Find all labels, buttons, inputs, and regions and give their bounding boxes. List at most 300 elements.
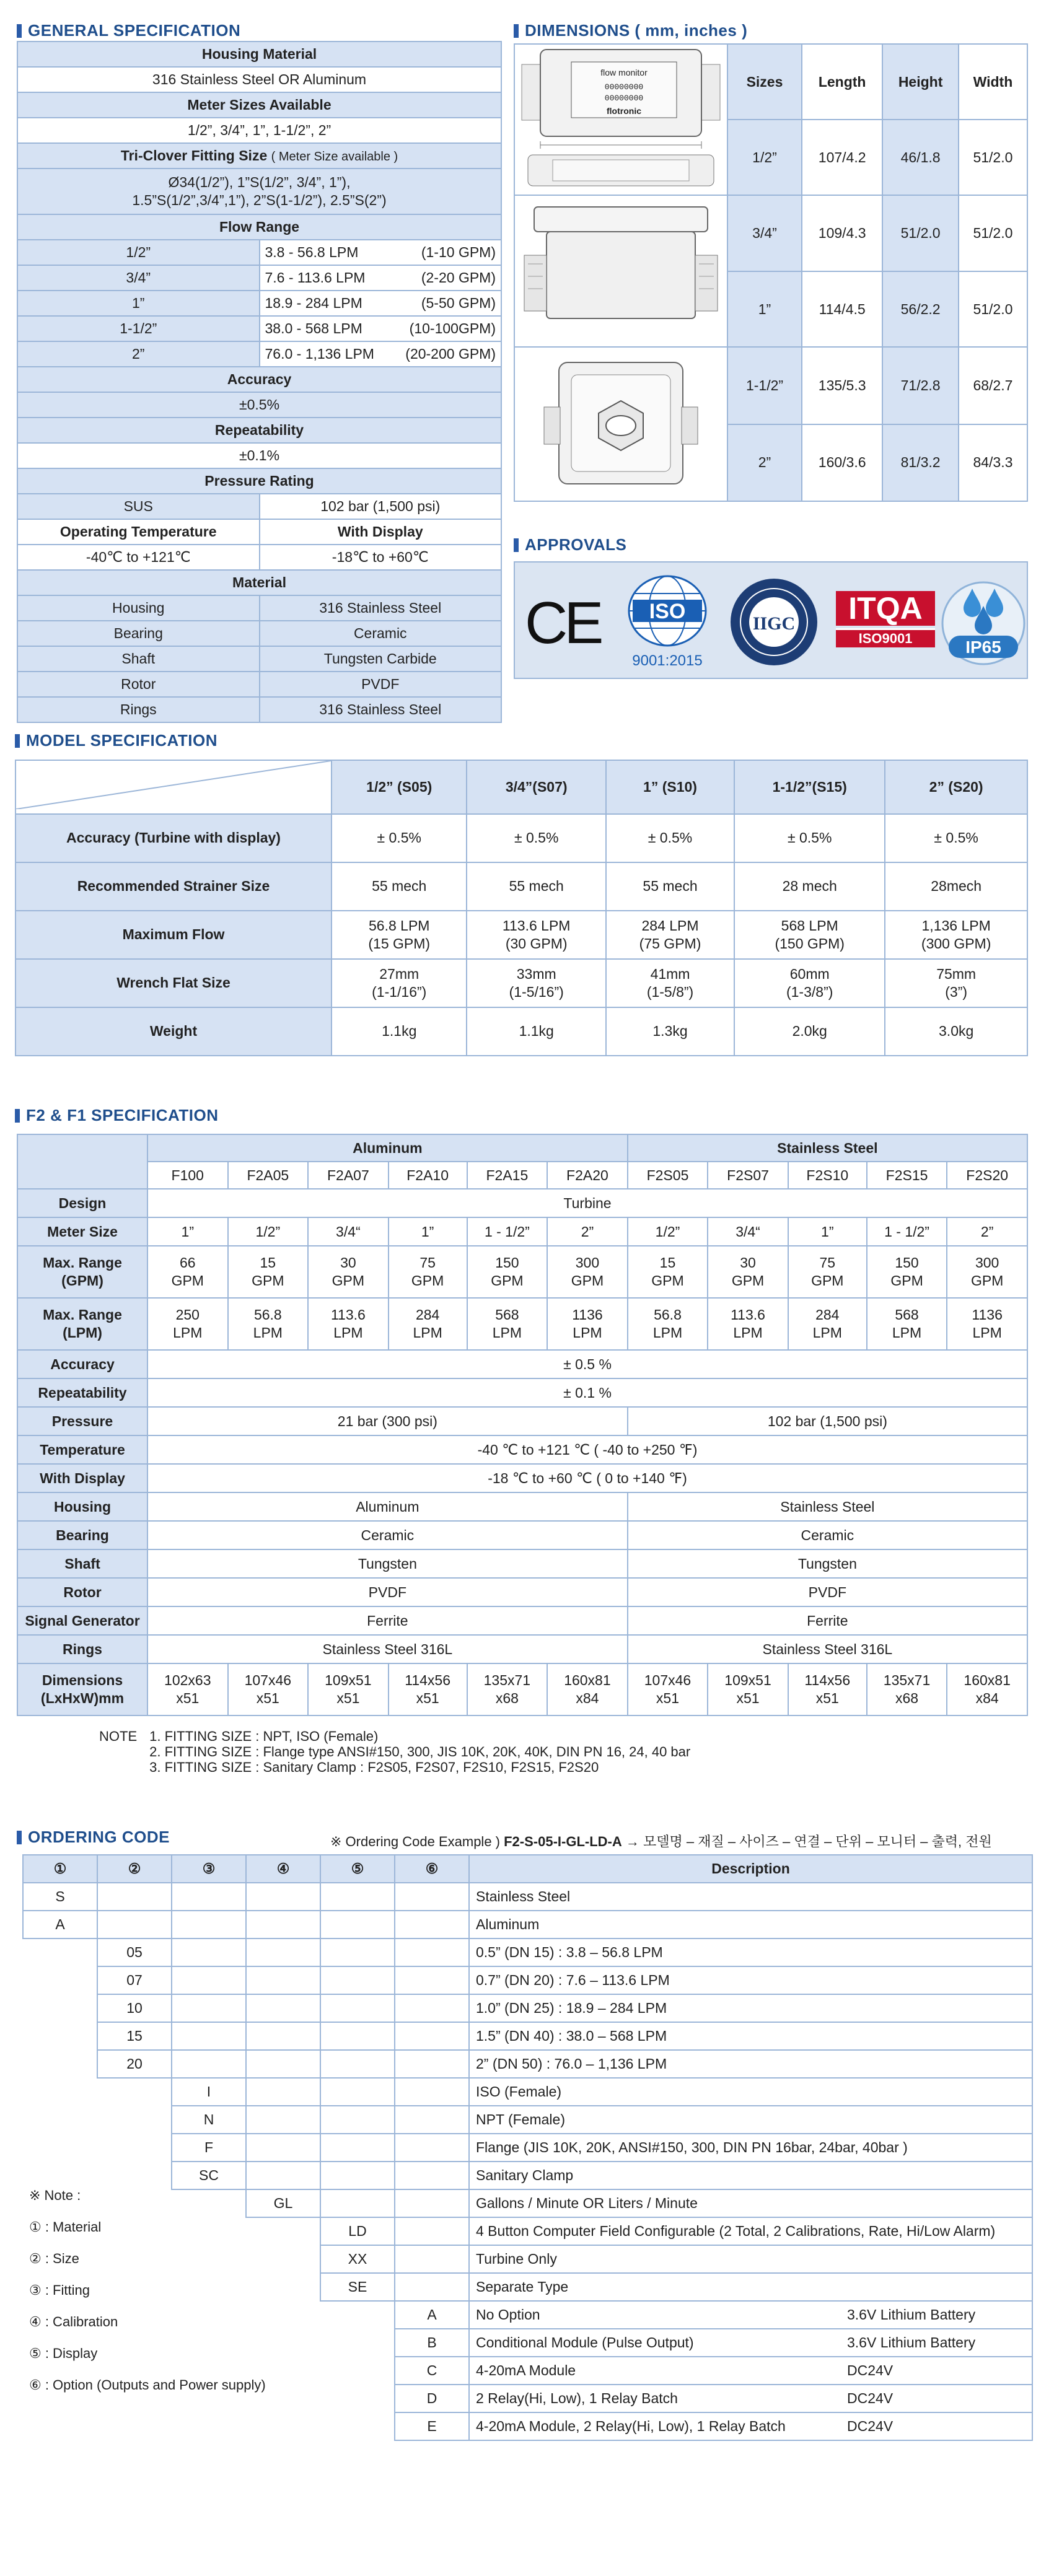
ordering-example-code: F2-S-05-I-GL-LD-A <box>504 1834 622 1849</box>
empty-cell <box>395 2022 469 2050</box>
material-row <box>17 646 501 672</box>
model-cell: 27mm (1-1/16”) <box>332 959 467 1007</box>
dim-head-length: Length <box>802 44 882 120</box>
empty-cell <box>395 1911 469 1939</box>
model-row-label: Maximum Flow <box>15 911 332 959</box>
meter-size: 1/2” <box>628 1217 708 1246</box>
ordering-row <box>23 2106 1032 2134</box>
ordering-code: 20 <box>97 2050 172 2078</box>
note-line: 3. FITTING SIZE : Sanitary Clamp : F2S05, F2S07, F2S10, F2S15, F2S20 <box>149 1759 599 1775</box>
empty-cell <box>320 1994 395 2022</box>
model-code: F2A07 <box>308 1162 389 1189</box>
model-cell: 56.8 LPM (15 GPM) <box>332 911 467 959</box>
accuracy-value: ± 0.5 % <box>147 1350 1027 1378</box>
empty-cell <box>320 2301 395 2329</box>
ordering-desc: 0.5” (DN 15) : 3.8 – 56.8 LPM <box>469 1939 1032 1966</box>
empty-cell <box>172 2022 246 2050</box>
ordering-code-title <box>17 1828 170 1847</box>
model-cell: 1.1kg <box>467 1007 605 1056</box>
empty-cell <box>246 2134 320 2162</box>
flow-range-row <box>17 291 501 316</box>
max-range-lpm-label: Max. Range (LPM) <box>17 1298 147 1350</box>
material-value: PVDF <box>260 672 502 697</box>
model-cell: 55 mech <box>332 862 467 911</box>
model-code: F2A15 <box>467 1162 548 1189</box>
empty-cell <box>320 2050 395 2078</box>
empty-cell <box>246 2022 320 2050</box>
empty-cell <box>395 1994 469 2022</box>
dim-size: 3/4” <box>727 195 802 271</box>
empty-cell <box>246 1911 320 1939</box>
gpm-value: 150 GPM <box>867 1246 947 1298</box>
empty-cell <box>320 2329 395 2357</box>
material-part: Rotor <box>17 672 260 697</box>
rotor-stainless: PVDF <box>628 1578 1027 1606</box>
dim-length: 160/3.6 <box>802 424 882 501</box>
f2-corner <box>17 1134 147 1189</box>
model-cell: 284 LPM (75 GPM) <box>606 911 734 959</box>
triclover-header <box>17 143 501 169</box>
ordering-row <box>23 2022 1032 2050</box>
model-cell: ± 0.5% <box>734 814 885 862</box>
ordering-notes <box>29 2180 266 2401</box>
model-cell: ± 0.5% <box>467 814 605 862</box>
empty-cell <box>23 1966 97 1994</box>
dim-width: 51/2.0 <box>959 120 1027 195</box>
lpm-value: 56.8 LPM <box>628 1298 708 1350</box>
img-number-2: 00000000 <box>604 93 644 103</box>
flow-monitor-side-image <box>516 196 726 342</box>
model-row <box>15 862 1027 911</box>
empty-cell <box>320 2385 395 2412</box>
flow-range-row <box>17 240 501 265</box>
approvals-panel <box>514 561 1028 679</box>
meter-size: 3/4“ <box>308 1217 389 1246</box>
empty-cell <box>23 2022 97 2050</box>
igc-seal-icon <box>728 576 820 668</box>
model-cell: 55 mech <box>606 862 734 911</box>
note-line: 1. FITTING SIZE : NPT, ISO (Female) <box>149 1728 379 1744</box>
empty-cell <box>172 2412 246 2440</box>
model-spec-title <box>15 731 217 750</box>
dimension-value: 114x56 x51 <box>788 1663 867 1715</box>
ordering-example <box>330 1831 992 1851</box>
gpm-value: 150 GPM <box>467 1246 548 1298</box>
ordering-desc: 2 Relay(Hi, Low), 1 Relay Batch <box>469 2385 841 2412</box>
ordering-desc: 4-20mA Module, 2 Relay(Hi, Low), 1 Relay Batch <box>469 2412 841 2440</box>
model-row-label: Recommended Strainer Size <box>15 862 332 911</box>
ordering-desc: Turbine Only <box>469 2245 1032 2273</box>
ordering-desc: 0.7” (DN 20) : 7.6 – 113.6 LPM <box>469 1966 1032 1994</box>
dimension-value: 107x46 x51 <box>228 1663 309 1715</box>
empty-cell <box>23 1939 97 1966</box>
dim-height: 51/2.0 <box>882 195 959 271</box>
empty-cell <box>246 2050 320 2078</box>
empty-cell <box>395 2106 469 2134</box>
flow-gpm: (1-10 GPM) <box>391 240 501 265</box>
model-cell: 2.0kg <box>734 1007 885 1056</box>
material-value: Tungsten Carbide <box>260 646 502 672</box>
aluminum-header: Aluminum <box>147 1134 628 1162</box>
dim-length: 114/4.5 <box>802 271 882 346</box>
lpm-value: 113.6 LPM <box>308 1298 389 1350</box>
ordering-example-prefix: ※ Ordering Code Example ) <box>330 1834 504 1849</box>
material-part: Housing <box>17 595 260 621</box>
img-label-flotronic: flotronic <box>607 105 641 116</box>
dim-width: 84/3.3 <box>959 424 1027 501</box>
operating-temp-header: Operating Temperature <box>17 519 260 545</box>
gpm-value: 30 GPM <box>308 1246 389 1298</box>
lpm-value: 1136 LPM <box>947 1298 1027 1350</box>
empty-cell <box>172 2050 246 2078</box>
ip65-water-drop-icon <box>940 575 1027 668</box>
triclover-line-1: Ø34(1/2”), 1”S(1/2”, 3/4”, 1”), <box>168 174 351 191</box>
empty-cell <box>395 1939 469 1966</box>
flow-lpm: 38.0 - 568 LPM <box>260 316 391 341</box>
with-display-header: With Display <box>260 519 502 545</box>
model-code: F2A10 <box>389 1162 467 1189</box>
dim-head-width: Width <box>959 44 1027 120</box>
model-cell: 568 LPM (150 GPM) <box>734 911 885 959</box>
empty-cell <box>172 1966 246 1994</box>
ip65-logo <box>940 575 1027 672</box>
flow-size: 1/2” <box>17 240 260 265</box>
empty-cell <box>395 1883 469 1911</box>
igc-logo <box>728 576 820 672</box>
model-head: 1/2” (S05) <box>332 760 467 814</box>
bearing-aluminum: Ceramic <box>147 1521 628 1549</box>
design-label: Design <box>17 1189 147 1217</box>
model-spec-title-text: MODEL SPECIFICATION <box>26 731 217 750</box>
lpm-value: 568 LPM <box>867 1298 947 1350</box>
general-spec-title-text: GENERAL SPECIFICATION <box>28 21 241 40</box>
igc-text: IIGC <box>752 613 796 634</box>
ordering-desc: 4-20mA Module <box>469 2357 841 2385</box>
f2-notes <box>99 1728 690 1775</box>
img-number-1: 00000000 <box>604 82 644 92</box>
dim-image-cell-2 <box>514 195 727 347</box>
note-item: ③ : Fitting <box>29 2282 90 2298</box>
empty-cell <box>97 2078 172 2106</box>
empty-cell <box>97 2134 172 2162</box>
model-code: F100 <box>147 1162 228 1189</box>
ip65-text: IP65 <box>965 637 1001 657</box>
ordering-desc: Conditional Module (Pulse Output) <box>469 2329 841 2357</box>
note-item: ② : Size <box>29 2251 79 2266</box>
material-value: 316 Stainless Steel <box>260 595 502 621</box>
empty-cell <box>172 1939 246 1966</box>
ordering-code: SE <box>320 2273 395 2301</box>
flow-range-row <box>17 316 501 341</box>
housing-material-header: Housing Material <box>17 42 501 67</box>
triclover-line-2: 1.5”S(1/2”,3/4”,1”), 2”S(1-1/2”), 2.5”S(2”) <box>132 192 387 208</box>
accuracy-header: Accuracy <box>17 367 501 392</box>
img-label-flow-monitor: flow monitor <box>600 67 648 77</box>
dimensions-label: Dimensions (LxHxW)mm <box>17 1663 147 1715</box>
dim-size: 1” <box>727 271 802 346</box>
material-part: Bearing <box>17 621 260 646</box>
ordering-desc: Aluminum <box>469 1911 1032 1939</box>
with-display-value: -18℃ to +60℃ <box>260 545 502 570</box>
f2-spec-title <box>15 1106 219 1125</box>
section-marker <box>514 24 519 38</box>
lpm-value: 113.6 LPM <box>708 1298 788 1350</box>
model-code: F2A05 <box>228 1162 309 1189</box>
empty-cell <box>97 2106 172 2134</box>
ordering-code-title-text: ORDERING CODE <box>28 1828 170 1846</box>
ordering-code: N <box>172 2106 246 2134</box>
empty-cell <box>395 2217 469 2245</box>
flow-gpm: (20-200 GPM) <box>391 341 501 367</box>
ce-logo: CE <box>525 590 600 656</box>
ordering-code: 15 <box>97 2022 172 2050</box>
empty-cell <box>320 2357 395 2385</box>
pressure-value: 102 bar (1,500 psi) <box>260 494 502 519</box>
ordering-code: B <box>395 2329 469 2357</box>
shaft-aluminum: Tungsten <box>147 1549 628 1578</box>
dim-height: 71/2.8 <box>882 347 959 424</box>
iso-logo <box>624 574 711 667</box>
model-row-label: Wrench Flat Size <box>15 959 332 1007</box>
ordering-desc: 2” (DN 50) : 76.0 – 1,136 LPM <box>469 2050 1032 2078</box>
flow-range-header: Flow Range <box>17 214 501 240</box>
model-cell: 1,136 LPM (300 GPM) <box>885 911 1027 959</box>
model-spec-table <box>15 760 1028 1056</box>
meter-size: 3/4“ <box>708 1217 788 1246</box>
ordering-row <box>23 1883 1032 1911</box>
model-cell: ± 0.5% <box>332 814 467 862</box>
model-row <box>15 959 1027 1007</box>
model-code: F2S15 <box>867 1162 947 1189</box>
dimensions-title <box>514 21 747 40</box>
empty-cell <box>23 2106 97 2134</box>
ordering-row <box>23 1939 1032 1966</box>
shaft-stainless: Tungsten <box>628 1549 1027 1578</box>
dimension-value: 160x81 x84 <box>547 1663 628 1715</box>
section-marker <box>17 1831 22 1844</box>
housing-material-value: 316 Stainless Steel OR Aluminum <box>17 67 501 92</box>
material-row <box>17 697 501 722</box>
dim-image-cell-1 <box>514 44 727 195</box>
model-code: F2S20 <box>947 1162 1027 1189</box>
general-spec-table <box>17 41 502 723</box>
material-value: Ceramic <box>260 621 502 646</box>
ordering-code: F <box>172 2134 246 2162</box>
model-corner-cell <box>15 760 332 814</box>
empty-cell <box>246 2412 320 2440</box>
empty-cell <box>246 1939 320 1966</box>
empty-cell <box>395 2189 469 2217</box>
with-display-label: With Display <box>17 1464 147 1492</box>
ordering-code: 10 <box>97 1994 172 2022</box>
ordering-code: C <box>395 2357 469 2385</box>
empty-cell <box>320 2412 395 2440</box>
iso-text: ISO <box>649 600 686 623</box>
empty-cell <box>395 2162 469 2189</box>
model-head: 1” (S10) <box>606 760 734 814</box>
ordering-desc: Stainless Steel <box>469 1883 1032 1911</box>
model-cell: 33mm (1-5/16”) <box>467 959 605 1007</box>
flow-lpm: 18.9 - 284 LPM <box>260 291 391 316</box>
section-marker <box>15 734 20 748</box>
flow-range-row <box>17 265 501 291</box>
ordering-desc: ISO (Female) <box>469 2078 1032 2106</box>
model-head: 1-1/2”(S15) <box>734 760 885 814</box>
meter-size-label: Meter Size <box>17 1217 147 1246</box>
empty-cell <box>97 1883 172 1911</box>
temperature-label: Temperature <box>17 1435 147 1464</box>
note-item: ④ : Calibration <box>29 2314 118 2329</box>
ordering-desc: NPT (Female) <box>469 2106 1032 2134</box>
ordering-row <box>23 2412 1032 2440</box>
material-value: 316 Stainless Steel <box>260 697 502 722</box>
pressure-aluminum: 21 bar (300 psi) <box>147 1407 628 1435</box>
lpm-value: 250 LPM <box>147 1298 228 1350</box>
design-value: Turbine <box>147 1189 1027 1217</box>
gpm-value: 15 GPM <box>628 1246 708 1298</box>
section-marker <box>514 538 519 552</box>
itqa-logo <box>836 591 935 647</box>
model-cell: ± 0.5% <box>606 814 734 862</box>
empty-cell <box>320 2078 395 2106</box>
approvals-title-text: APPROVALS <box>525 535 627 554</box>
ordering-code: SC <box>172 2162 246 2189</box>
rotor-aluminum: PVDF <box>147 1578 628 1606</box>
bearing-stainless: Ceramic <box>628 1521 1027 1549</box>
empty-cell <box>320 2022 395 2050</box>
model-row-label: Weight <box>15 1007 332 1056</box>
note-title: ※ Note : <box>29 2188 81 2203</box>
model-head: 3/4”(S07) <box>467 760 605 814</box>
ordering-row <box>23 1911 1032 1939</box>
ordering-power: 3.6V Lithium Battery <box>841 2301 1032 2329</box>
empty-cell <box>320 2106 395 2134</box>
gpm-value: 75 GPM <box>389 1246 467 1298</box>
accuracy-label: Accuracy <box>17 1350 147 1378</box>
model-cell: 55 mech <box>467 862 605 911</box>
flow-monitor-front-image <box>516 46 726 190</box>
empty-cell <box>320 2162 395 2189</box>
model-row <box>15 1007 1027 1056</box>
ordering-code: D <box>395 2385 469 2412</box>
iso-standard-text: 9001:2015 <box>632 652 703 669</box>
note-item: ⑥ : Option (Outputs and Power supply) <box>29 2377 266 2393</box>
ordering-code: A <box>23 1911 97 1939</box>
diagonal-divider <box>16 761 331 809</box>
meter-size: 1/2” <box>228 1217 309 1246</box>
triclover-note: ( Meter Size available ) <box>271 150 398 164</box>
empty-cell <box>97 1911 172 1939</box>
empty-cell <box>395 1966 469 1994</box>
dimension-value: 107x46 x51 <box>628 1663 708 1715</box>
empty-cell <box>246 1883 320 1911</box>
ordering-col-head: ⑤ <box>320 1855 395 1883</box>
section-marker <box>15 1109 20 1123</box>
empty-cell <box>23 1994 97 2022</box>
model-code: F2S10 <box>788 1162 867 1189</box>
flow-gpm: (2-20 GPM) <box>391 265 501 291</box>
pressure-label: Pressure <box>17 1407 147 1435</box>
model-cell: 60mm (1-3/8”) <box>734 959 885 1007</box>
rings-stainless: Stainless Steel 316L <box>628 1635 1027 1663</box>
accuracy-value: ±0.5% <box>17 392 501 418</box>
ordering-power: DC24V <box>841 2412 1032 2440</box>
flow-monitor-top-image <box>516 348 726 496</box>
ordering-row <box>23 2050 1032 2078</box>
dim-length: 107/4.2 <box>802 120 882 195</box>
ordering-row <box>23 2078 1032 2106</box>
material-header: Material <box>17 570 501 595</box>
approvals-title <box>514 535 626 554</box>
ordering-power: 3.6V Lithium Battery <box>841 2329 1032 2357</box>
ordering-desc: Gallons / Minute OR Liters / Minute <box>469 2189 1032 2217</box>
dim-image-cell-3 <box>514 347 727 501</box>
dim-height: 56/2.2 <box>882 271 959 346</box>
rotor-label: Rotor <box>17 1578 147 1606</box>
model-cell: 113.6 LPM (30 GPM) <box>467 911 605 959</box>
lpm-value: 284 LPM <box>788 1298 867 1350</box>
flow-range-row <box>17 341 501 367</box>
dimension-value: 114x56 x51 <box>389 1663 467 1715</box>
empty-cell <box>395 2273 469 2301</box>
meter-size: 1” <box>788 1217 867 1246</box>
meter-size: 1 - 1/2” <box>467 1217 548 1246</box>
flow-size: 3/4” <box>17 265 260 291</box>
triclover-value <box>17 169 501 214</box>
ordering-example-suffix: → 모델명 – 재질 – 사이즈 – 연결 – 단위 – 모니터 – 출력, 전원 <box>621 1834 992 1849</box>
triclover-header-text: Tri-Clover Fitting Size <box>120 147 268 164</box>
ordering-desc: 1.5” (DN 40) : 38.0 – 568 LPM <box>469 2022 1032 2050</box>
model-cell: 28 mech <box>734 862 885 911</box>
repeatability-label: Repeatability <box>17 1378 147 1407</box>
itqa-text: ITQA <box>836 591 935 626</box>
ordering-code: XX <box>320 2245 395 2273</box>
pressure-stainless: 102 bar (1,500 psi) <box>628 1407 1027 1435</box>
empty-cell <box>172 1911 246 1939</box>
dim-size: 2” <box>727 424 802 501</box>
housing-aluminum: Aluminum <box>147 1492 628 1521</box>
housing-stainless: Stainless Steel <box>628 1492 1027 1521</box>
pressure-header: Pressure Rating <box>17 468 501 494</box>
model-cell: 75mm (3”) <box>885 959 1027 1007</box>
dim-height: 81/3.2 <box>882 424 959 501</box>
repeatability-value: ±0.1% <box>17 443 501 468</box>
dimensions-title-text: DIMENSIONS ( mm, inches ) <box>525 21 748 40</box>
empty-cell <box>172 1883 246 1911</box>
max-range-gpm-label: Max. Range (GPM) <box>17 1246 147 1298</box>
model-cell: 1.3kg <box>606 1007 734 1056</box>
empty-cell <box>320 2134 395 2162</box>
empty-cell <box>97 2412 172 2440</box>
ordering-row <box>23 1994 1032 2022</box>
dimension-value: 109x51 x51 <box>308 1663 389 1715</box>
meter-sizes-header: Meter Sizes Available <box>17 92 501 118</box>
flow-lpm: 7.6 - 113.6 LPM <box>260 265 391 291</box>
empty-cell <box>172 1994 246 2022</box>
empty-cell <box>23 2050 97 2078</box>
dimension-value: 109x51 x51 <box>708 1663 788 1715</box>
flow-size: 2” <box>17 341 260 367</box>
empty-cell <box>395 2078 469 2106</box>
dim-height: 46/1.8 <box>882 120 959 195</box>
model-cell: 41mm (1-5/8”) <box>606 959 734 1007</box>
empty-cell <box>395 2245 469 2273</box>
dim-width: 51/2.0 <box>959 195 1027 271</box>
ordering-col-head: ④ <box>246 1855 320 1883</box>
ordering-col-head: ⑥ <box>395 1855 469 1883</box>
empty-cell <box>246 1966 320 1994</box>
flow-size: 1-1/2” <box>17 316 260 341</box>
